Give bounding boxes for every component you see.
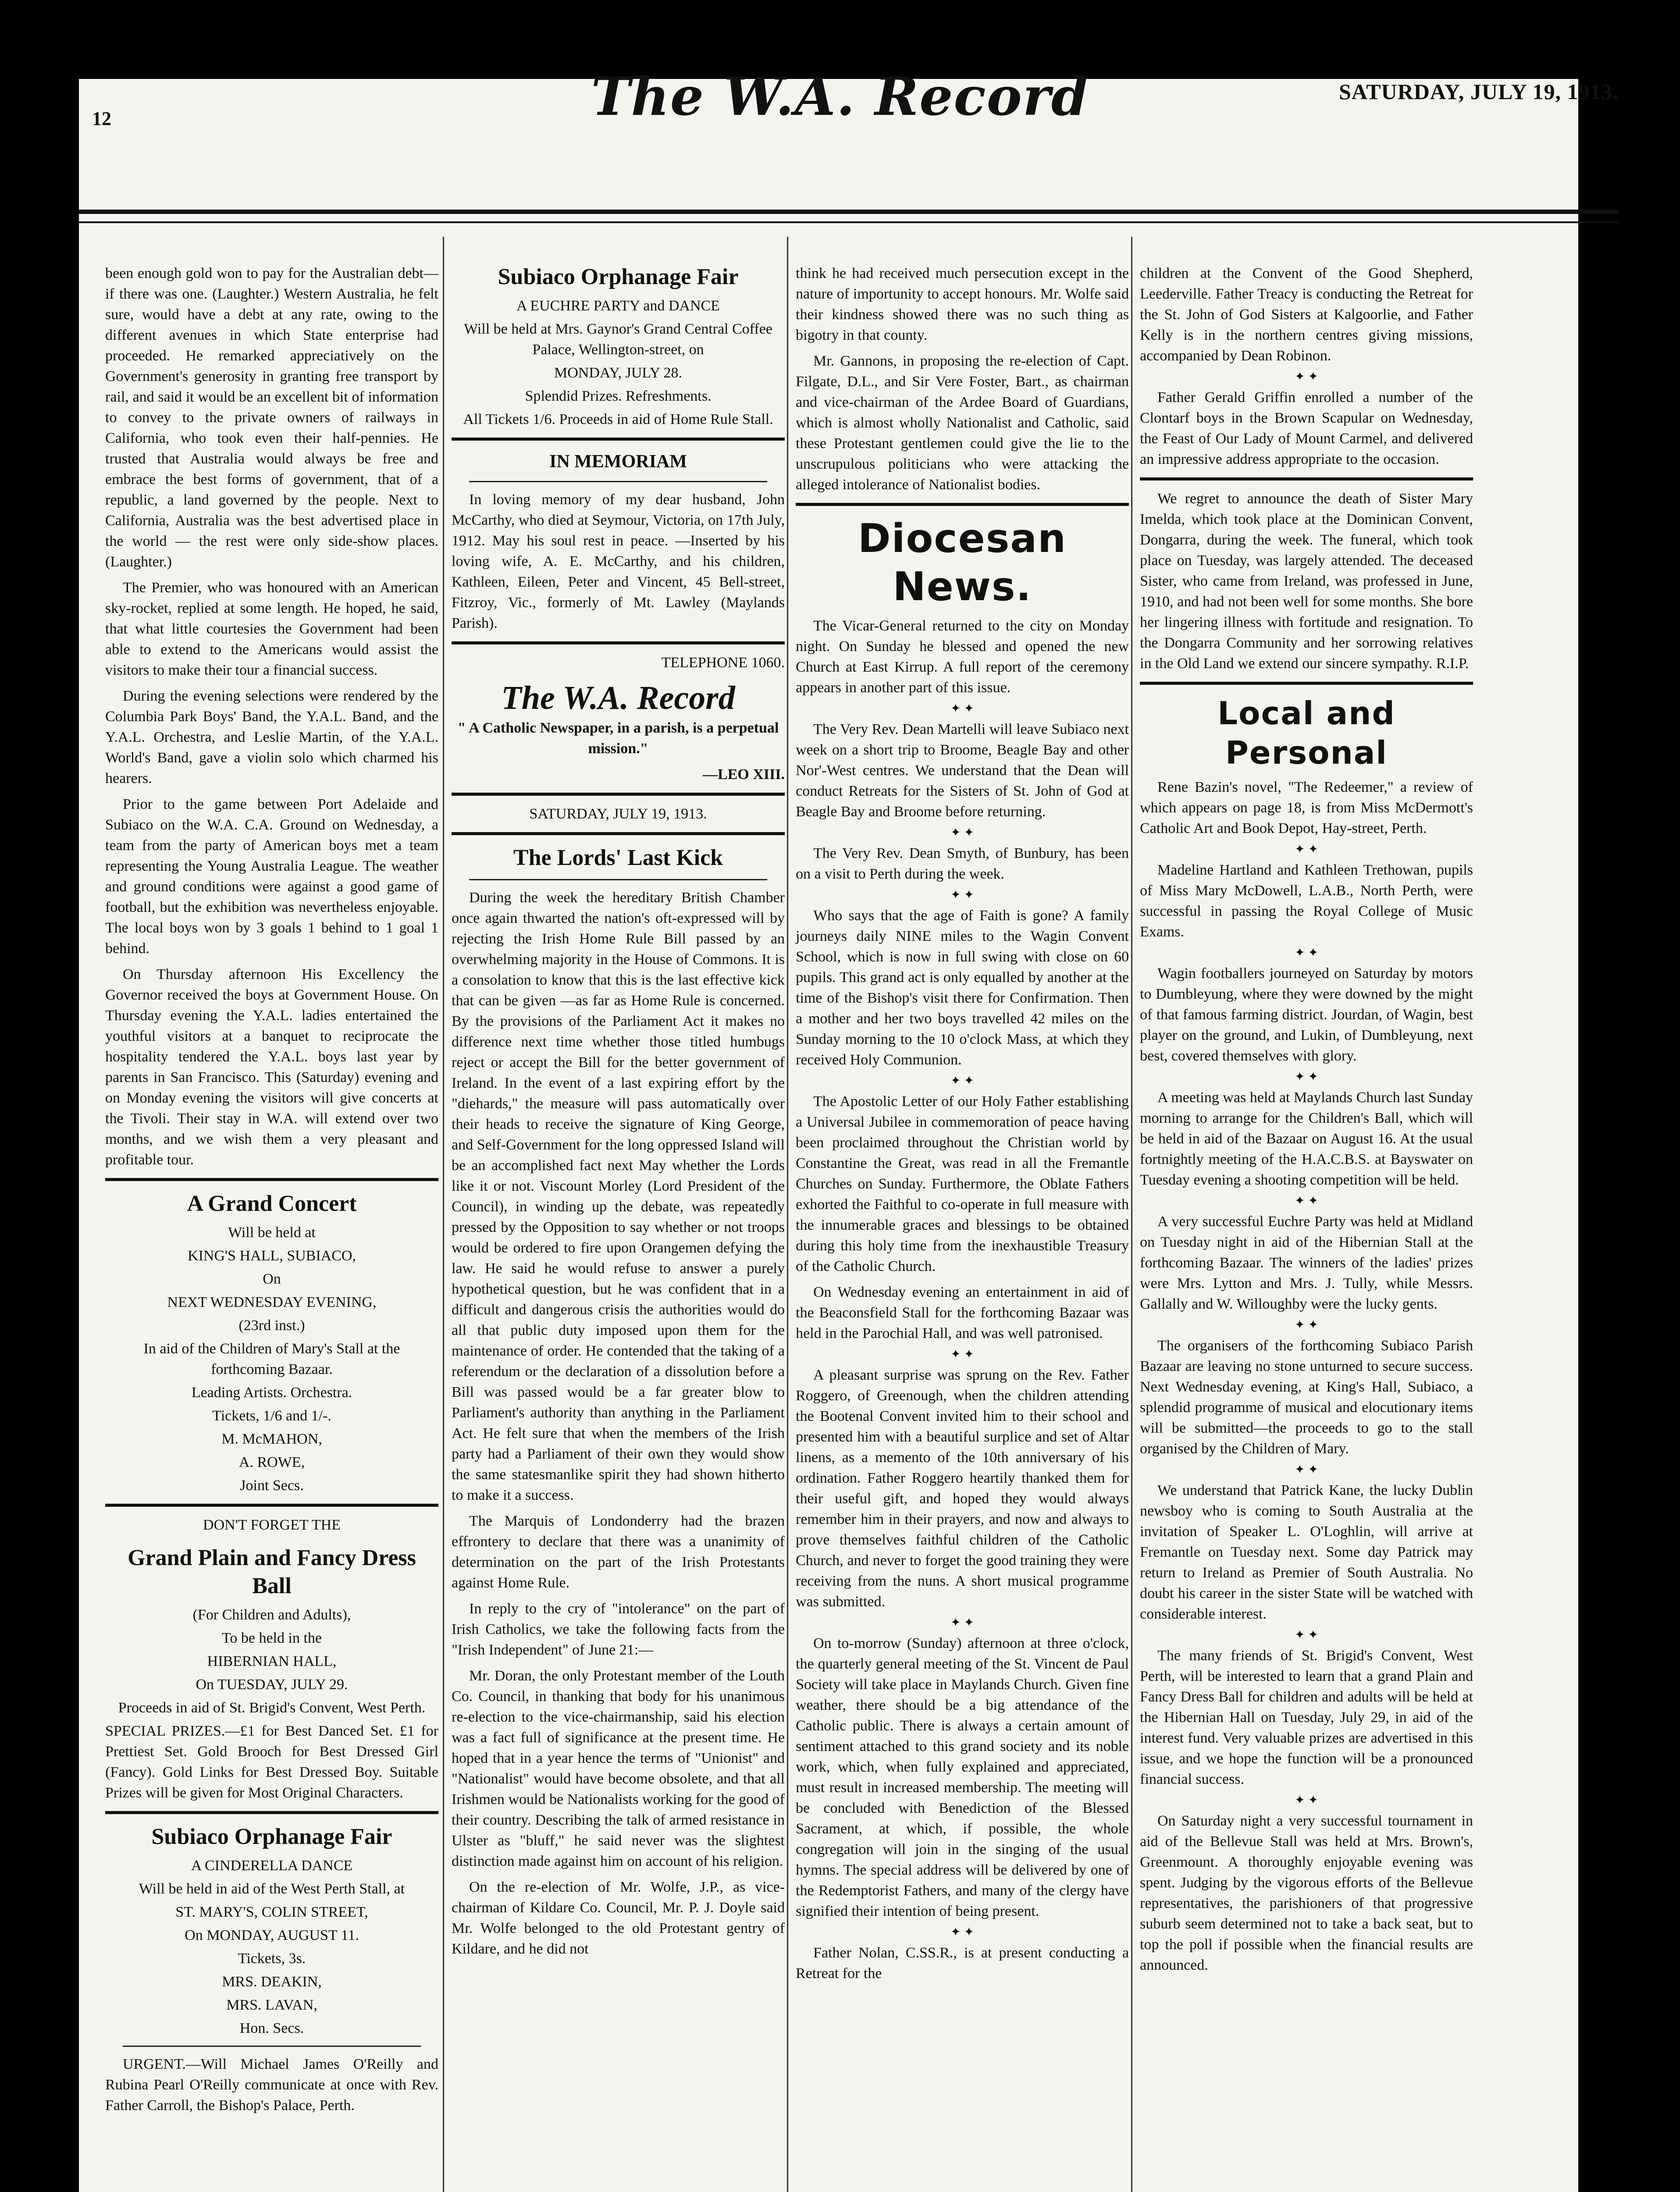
ad-line: ST. MARY'S, COLIN STREET,: [175, 1904, 368, 1920]
fair-title: Subiaco Orphanage Fair: [151, 1824, 392, 1849]
column-3: [796, 263, 1129, 1989]
separator-stars: ✦ ✦: [950, 826, 974, 840]
article-paragraph: A meeting was held at Maylands Church last Sunday morning to arrange for the Children's Ball, which will be held in aid of the Bazaar on August 16. At the usual fortnightly meeting of the H.A.C.B.S. at Bayswater on Tuesday evening a shooting competition will be held.: [1140, 1089, 1473, 1188]
article-paragraph: We regret to announce the death of Sister Mary Imelda, which took place at the Dominican Convent, Dongarra, during the week. The funeral, which took place on Tuesday, was largely attended. The deceased Sister, who came from Ireland, was professed in June, 1910, and had not been well for some months. She bore her lingering illness with fortitude and resignation. To the Dongarra Community and her sorrowing relatives in the Old Land we extend our sincere sympathy. R.I.P.: [1140, 491, 1473, 672]
article-paragraph: In reply to the cry of "intolerance" on the part of Irish Catholics, we take the following facts from the "Irish Independent" of June 21:—: [452, 1601, 785, 1658]
article-paragraph: The Very Rev. Dean Smyth, of Bunbury, has been on a visit to Perth during the week.: [796, 845, 1129, 882]
ad-line: SPECIAL PRIZES.—£1 for Best Danced Set. £1 for Prettiest Set. Gold Brooch for Best Dressed Girl (Fancy). Gold Links for Best Dressed Boy. Suitable Prizes will be given for Most Original Characters.: [105, 1723, 438, 1801]
ad-line: Tickets, 1/6 and 1/-.: [212, 1408, 331, 1424]
separator-stars: ✦ ✦: [950, 702, 974, 715]
ad-line: Leading Artists. Orchestra.: [191, 1384, 352, 1401]
article-paragraph: The Marquis of Londonderry had the brazen effrontery to declare that there was a unanimity of determination on the part of the Irish Protestants against Home Rule.: [452, 1513, 785, 1591]
section-rule: [452, 641, 785, 644]
memoriam-notice: In loving memory of my dear husband, John McCarthy, who died at Seymour, Victoria, on 17th July, 1912. May his soul rest in peace. —Inserted by his loving wife, A. E. McCarthy, and his children, Kathleen, Eileen, Peter and Vincent, 45 Bell-street, Fitzroy, Vic., formerly of Mt. Lawley (Maylands Parish).: [452, 491, 785, 631]
orphanage-euchre-advertisement: [452, 263, 785, 430]
motto-attribution: —LEO XIII.: [702, 766, 785, 783]
article-paragraph: We understand that Patrick Kane, the lucky Dublin newsboy who is coming to South Australia at the invitation of Speaker L. O'Loghlin, will arrive at Fremantle on Tuesday next. Some day Patrick may return to Ireland as Premier of South Australia. No doubt his career in the sister State will be watched with considerable interest.: [1140, 1482, 1473, 1622]
separator-stars: ✦ ✦: [1295, 1793, 1318, 1807]
ad-line: Will be held in aid of the West Perth Stall, at: [139, 1881, 405, 1897]
editorial-title: The Lords' Last Kick: [513, 845, 723, 870]
ad-line: On TUESDAY, JULY 29.: [196, 1676, 348, 1693]
ad-line: NEXT WEDNESDAY EVENING,: [167, 1294, 377, 1310]
separator-stars: ✦ ✦: [1295, 1194, 1318, 1208]
ad-line: KING'S HALL, SUBIACO,: [188, 1248, 356, 1264]
separator-stars: ✦ ✦: [950, 1925, 974, 1939]
article-paragraph: On Thursday afternoon His Excellency the Governor received the boys at Government House. On Thursday evening the Y.A.L. ladies entertained the youthful visitors at a banquet to reciprocate the hospitality tendered the Y.A.L. boys last year by parents in San Francisco. This (Saturday) evening and on Monday evening the visitors will give concerts at the Tivoli. Their stay in W.A. will extend over two months, and we wish them a very pleasant and profitable tour.: [105, 966, 438, 1168]
ball-advertisement: [105, 1515, 438, 1803]
ball-title: Grand Plain and Fancy Dress Ball: [128, 1545, 416, 1598]
ad-line: On: [263, 1271, 281, 1287]
ad-line: MRS. LAVAN,: [226, 1997, 317, 2013]
section-rule: [796, 503, 1129, 506]
separator-stars: ✦ ✦: [1295, 370, 1318, 384]
page-number: 12: [92, 108, 111, 129]
separator-stars: ✦ ✦: [1295, 1070, 1318, 1084]
telephone-number: TELEPHONE 1060.: [661, 655, 785, 671]
article-paragraph: During the week the hereditary British Chamber once again thwarted the nation's oft-expressed will by rejecting the Irish Home Rule Bill passed by an overwhelming majority in the House of Commons. It is a consolation to know that this is the last effective kick that can be given —as far as Home Rule is concerned. By the provisions of the Parliament Act it makes no difference next time whether those titled humbugs reject or accept the Bill for the better government of Ireland. In the event of a last expiring effort by the "diehards," the measure will pass automatically over their heads to receive the signature of King George, and Self-Government for the long oppressed Island will be an accomplished fact next May whether the Lords like it or not. Viscount Morley (Lord President of the Council), in winding up the debate, was repeatedly pressed by the Opposition to say whether or not troops would be ordered to fire upon Orangemen defying the law. He said he would refuse to answer a purely hypothetical question, but he was confident that in a difficult and dangerous crisis the authorities would do all that public duty imposed upon them for the maintenance of order. He contended that the taking of a referendum or the declaration of a dissolution before a Bill was passed would be a far greater blow to Parliament's authority than anything in the Parliament Act. He felt sure that when the members of the Irish party had a Parliament of their own they would show the same statesmanlike spirit they had shown hitherto to make it a success.: [452, 890, 785, 1503]
article-paragraph: been enough gold won to pay for the Australian debt—if there was one. (Laughter.) Western Australia, he felt sure, would have a debt at any rate, owing to the different avenues in which State enterprise had proceeded. He remarked appreciatively on the Government's generosity in granting free transport by rail, and said it would be an excellent bit of information to convey to the private owners of railways in California, who took even their half-pennies. He trusted that Australia would always be free and embrace the best forms of government, that of a republic, a land governed by the people. Next to California, Australia was the best advertised place in the world — the rest were only side-show places. (Laughter.): [105, 265, 438, 570]
ad-line: Hon. Secs.: [239, 2020, 304, 2036]
concert-title: A Grand Concert: [187, 1191, 357, 1216]
ad-line: HIBERNIAN HALL,: [207, 1653, 337, 1669]
column-4: [1140, 263, 1473, 1981]
separator-stars: ✦ ✦: [950, 1348, 974, 1361]
article-paragraph: Wagin footballers journeyed on Saturday by motors to Dumbleyung, where they were downed by the might of that famous farming district. Jourdan, of Wagin, best player on the ground, and Lukin, of Dumbleyung, next best, covered themselves with glory.: [1140, 965, 1473, 1064]
article-paragraph: The Vicar-General returned to the city on Monday night. On Sunday he blessed and opened the new Church at East Kirrup. A full report of the ceremony appears in another part of this issue.: [796, 618, 1129, 696]
ad-line: Will be held at: [228, 1224, 316, 1241]
masthead-title: The W.A. Record: [591, 66, 1089, 128]
article-paragraph: Rene Bazin's novel, "The Redeemer," a review of which appears on page 18, is from Miss McDermott's Catholic Art and Book Depot, Hay-street, Perth.: [1140, 779, 1473, 836]
section-rule: [469, 481, 767, 482]
article-paragraph: Who says that the age of Faith is gone? A family journeys daily NINE miles to the Wagin Convent School, which is now in full swing with close on 60 pupils. This grand act is only equalled by another at the time of the Bishop's visit there for Confirmation. Then a mother and her two boys travelled 42 miles on the Sunday morning to the 10 o'clock Mass, at which they received Holy Communion.: [796, 907, 1129, 1068]
ad-line: Joint Secs.: [240, 1477, 304, 1494]
separator-stars: ✦ ✦: [1295, 946, 1318, 960]
article-paragraph: A very successful Euchre Party was held at Midland on Tuesday night in aid of the Hibernian Stall at the forthcoming Bazaar. The winners of the ladies' prizes were Mrs. Lytton and Mrs. J. Tully, while Messrs. Gallally and W. Willoughby were the lucky gents.: [1140, 1213, 1473, 1312]
separator-stars: ✦ ✦: [1295, 1628, 1318, 1642]
column-1: [105, 263, 438, 2121]
column-divider-3: [1131, 237, 1132, 2192]
article-paragraph: A pleasant surprise was sprung on the Rev. Father Roggero, of Greenough, when the children attending the Bootenal Convent invited him to their school and presented him with a beautiful surplice and set of Altar linens, as a memento of the 10th anniversary of his ordination. Father Roggero heartily thanked them for their useful gift, and hoped they would always remember him in their prayers, and now and always to prove themselves faithful children of the Catholic Church, and never to forget the good training they were receiving from the nuns. A short musical programme was submitted.: [796, 1367, 1129, 1610]
article-paragraph: Prior to the game between Port Adelaide and Subiaco on the W.A. C.A. Ground on Wednesday, a team from the party of American boys met a team representing the Young Australia League. The weather and ground conditions were against a good game of football, but the exhibition was nevertheless enjoyable. The local boys won by 3 goals 1 behind to 1 goal 1 behind.: [105, 796, 438, 957]
article-paragraph: think he had received much persecution except in the nature of importunity to accept honours. Mr. Wolfe said their kindness showed there was no such thing as bigotry in that county.: [796, 265, 1129, 343]
article-paragraph: The many friends of St. Brigid's Convent, West Perth, will be interested to learn that a grand Plain and Fancy Dress Ball for children and adults will be held at the Hibernian Hall on Tuesday, July 29, in aid of the interest fund. Very valuable prizes are advertised in this issue, and we hope the function will be a pronounced financial success.: [1140, 1648, 1473, 1787]
article-paragraph: The organisers of the forthcoming Subiaco Parish Bazaar are leaving no stone unturned to secure success. Next Wednesday evening, at King's Hall, Subiaco, a splendid programme of musical and elocutionary items will be submitted—the proceeds to go to the stall organised by the Children of Mary.: [1140, 1338, 1473, 1457]
article-paragraph: The Apostolic Letter of our Holy Father establishing a Universal Jubilee in commemoration of peace having been proclaimed throughout the Christian world by Constantine the Great, was read in all the Fremantle Churches on Sunday. Furthermore, the Oblate Fathers exhorted the Faithful to co-operate in full measure with the innumerable graces and blessings to be obtained during this holy time from the inexhaustible Treasury of the Catholic Church.: [796, 1093, 1129, 1274]
section-rule: [452, 438, 785, 441]
orphanage-dance-advertisement: [105, 1823, 438, 2039]
editorial-date: SATURDAY, JULY 19, 1913.: [529, 806, 707, 822]
ad-line: DON'T FORGET THE: [203, 1517, 341, 1533]
section-rule: [1140, 682, 1473, 685]
ad-line: Tickets, 3s.: [238, 1950, 306, 1967]
section-rule: [452, 832, 785, 835]
ad-line: (For Children and Adults),: [192, 1607, 351, 1623]
ad-line: MONDAY, JULY 28.: [554, 365, 682, 381]
ad-line: All Tickets 1/6. Proceeds in aid of Home Rule Stall.: [463, 411, 773, 427]
masthead-small: The W.A. Record: [501, 680, 735, 716]
ad-line: Proceeds in aid of St. Brigid's Convent, West Perth.: [118, 1700, 426, 1716]
column-divider-1: [443, 237, 444, 2192]
article-paragraph: On Wednesday evening an entertainment in aid of the Beaconsfield Stall for the forthcoming Bazaar was held in the Parochial Hall, and was well patronised.: [796, 1284, 1129, 1342]
motto: " A Catholic Newspaper, in a parish, is a perpetual mission.": [457, 720, 779, 757]
fair-title: Subiaco Orphanage Fair: [498, 264, 739, 289]
separator-stars: ✦ ✦: [1295, 1463, 1318, 1477]
article-paragraph: children at the Convent of the Good Shepherd, Leederville. Father Treacy is conducting the Retreat for the St. John of God Sisters at Kalgoorlie, and Father Kelly is in the northern centres giving missions, accompanied by Dean Robinon.: [1140, 265, 1473, 364]
ad-line: Splendid Prizes. Refreshments.: [525, 388, 712, 404]
urgent-notice: URGENT.—Will Michael James O'Reilly and Rubina Pearl O'Reilly communicate at once with Rev. Father Carroll, the Bishop's Palace, Perth.: [105, 2056, 438, 2114]
column-divider-2: [787, 237, 788, 2192]
section-rule: [105, 1811, 438, 1814]
article-paragraph: During the evening selections were rendered by the Columbia Park Boys' Band, the Y.A.L. Band, and the Y.A.L. Orchestra, and Leslie Martin, of the Y.A.L. World's Band, gave a violin solo which charmed his hearers.: [105, 688, 438, 786]
article-paragraph: Mr. Doran, the only Protestant member of the Louth Co. Council, in thanking that body for his unanimous re-election to the vice-chairmanship, said his election was a fact full of significance at the present time. He hoped that in a year hence the terms of "Unionist" and "Nationalist" would have become obsolete, and that all Irishmen would be Nationalists working for the good of their country. Describing the talk of armed resistance in Ulster as "bluff," he said never was the slightest distinction made against him on account of his religion.: [452, 1668, 785, 1869]
concert-advertisement: [105, 1190, 438, 1496]
ad-line: In aid of the Children of Mary's Stall at the forthcoming Bazaar.: [143, 1341, 400, 1377]
ad-line: MRS. DEAKIN,: [222, 1974, 322, 1990]
local-personal-heading: Local and Personal: [1217, 695, 1395, 771]
memoriam-title: IN MEMORIAM: [549, 452, 687, 472]
separator-stars: ✦ ✦: [950, 1074, 974, 1088]
section-rule: [105, 1178, 438, 1181]
ad-line: A CINDERELLA DANCE: [191, 1858, 353, 1874]
separator-stars: ✦ ✦: [1295, 843, 1318, 856]
issue-date: SATURDAY, JULY 19, 1913.: [1338, 79, 1619, 104]
article-paragraph: The Premier, who was honoured with an American sky-rocket, replied at some length. He hoped, he said, that what little courtesies the Government had been able to extend to the Americans would assist the visitors to make their tour a financial success.: [105, 580, 438, 678]
article-paragraph: Madeline Hartland and Kathleen Trethowan, pupils of Miss Mary McDowell, L.A.B., North Perth, were successful in passing the Royal College of Music Exams.: [1140, 862, 1473, 940]
article-paragraph: Father Gerald Griffin enrolled a number of the Clontarf boys in the Brown Scapular on Wednesday, the Feast of Our Lady of Mount Carmel, and delivered an impressive address appropriate to the occasion.: [1140, 389, 1473, 467]
ad-line: A EUCHRE PARTY and DANCE: [516, 298, 720, 314]
article-paragraph: The Very Rev. Dean Martelli will leave Subiaco next week on a short trip to Broome, Beagle Bay and other Nor'-West centres. We understand that the Dean will conduct Retreats for the Sisters of St. John of God at Beagle Bay and Broome before returning.: [796, 721, 1129, 820]
section-rule: [105, 1504, 438, 1507]
section-rule: [469, 879, 767, 880]
separator-stars: ✦ ✦: [950, 1616, 974, 1630]
article-paragraph: Father Nolan, C.SS.R., is at present conducting a Retreat for the: [796, 1945, 1129, 1982]
ad-line: A. ROWE,: [238, 1454, 305, 1470]
article-paragraph: On the re-election of Mr. Wolfe, J.P., as vice-chairman of Kildare Co. Council, Mr. P. J. Doyle said Mr. Wolfe belonged to the old Protestant gentry of Kildare, and he did not: [452, 1879, 785, 1957]
diocesan-news-heading: Diocesan News.: [858, 516, 1067, 610]
separator-stars: ✦ ✦: [950, 888, 974, 902]
ad-line: To be held in the: [221, 1630, 322, 1646]
ad-line: (23rd inst.): [238, 1317, 305, 1334]
section-rule: [452, 793, 785, 796]
column-2: [452, 263, 785, 1964]
section-rule: [1140, 477, 1473, 480]
ad-line: M. McMAHON,: [221, 1431, 322, 1447]
article-paragraph: On to-morrow (Sunday) afternoon at three o'clock, the quarterly general meeting of the St. Vincent de Paul Society will take place in Maylands Church. Given fine weather, there should be a big attendance of the Catholic public. There is always a certain amount of sentiment attached to this grand society and its noble work, which, when fully explained and appreciated, must result in increased membership. The meeting will be concluded with Benediction of the Blessed Sacrament, at which, if possible, the whole congregation will join in the singing of the usual hymns. The special address will be delivered by one of the Redemptorist Fathers, and many of the clergy have signified their intention of being present.: [796, 1635, 1129, 1919]
ad-line: Will be held at Mrs. Gaynor's Grand Central Coffee Palace, Wellington-street, on: [464, 321, 772, 358]
article-paragraph: Mr. Gannons, in proposing the re-election of Capt. Filgate, D.L., and Sir Vere Foster, Bart., as chairman and vice-chairman of the Ardee Board of Guardians, which is almost wholly Nationalist and Catholic, said these Protestant gentlemen could give the lie to the unscrupulous politicians who were attacking the alleged intolerance of Nationalist bodies.: [796, 353, 1129, 493]
header-rule-top: [79, 210, 1619, 214]
header-rule-bottom: [79, 221, 1619, 223]
separator-stars: ✦ ✦: [1295, 1318, 1318, 1332]
ad-line: On MONDAY, AUGUST 11.: [185, 1927, 359, 1943]
article-paragraph: On Saturday night a very successful tournament in aid of the Bellevue Stall was held at Mrs. Brown's, Greenmount. A thoroughly enjoyable evening was spent. Judging by the vigorous efforts of the Bellevue representatives, the parishioners of that progressive suburb seem determined not to take a back seat, but to top the poll if possible when the financial results are announced.: [1140, 1813, 1473, 1973]
section-rule: [123, 2046, 421, 2047]
